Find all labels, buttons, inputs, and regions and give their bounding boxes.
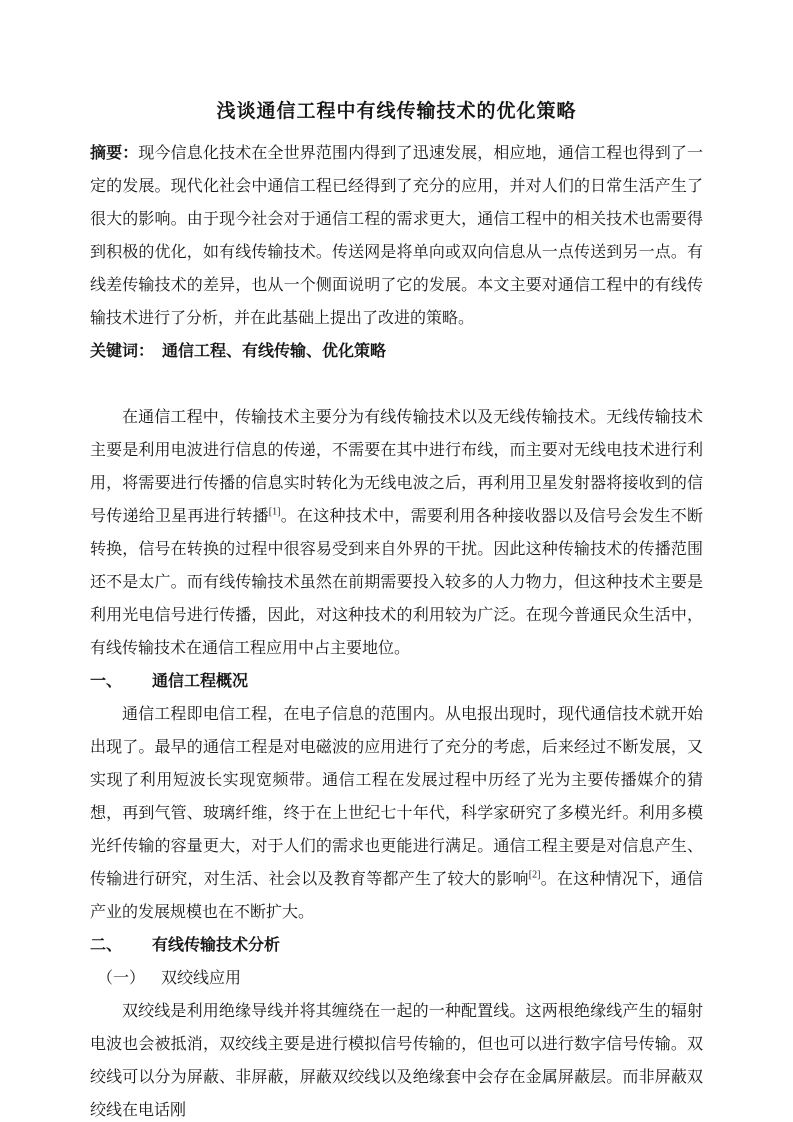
sub-1-paragraph: [90, 995, 703, 1122]
section-1-paragraph: [90, 698, 703, 929]
section-2-heading: [90, 929, 703, 962]
keywords-line: [90, 335, 703, 368]
abstract-paragraph: [90, 137, 703, 335]
keywords-label: 关键词：: [90, 343, 155, 360]
intro-text-part-2: 。在这种技术中，需要利用各种接收器以及信号会发生不断转换，信号在转换的过程中很容易受到来自外界的干扰。因此这种传输技术的传播范围还不是太广。而有线传输技术虽然在前期需要投入较多的人力物力，但这种技术主要是利用光电信号进行传播，因此，对这种技术的利用较为广泛。在现今普通民众生活中，有线传输技术在通信工程应用中占主要地位。: [90, 508, 703, 657]
section-1-title: 通信工程概况: [152, 673, 249, 690]
section-1-text-part-1: 通信工程即电信工程，在电子信息的范围内。从电报出现时，现代通信技术就开始出现了。最早的通信工程是对电磁波的应用进行了充分的考虑，后来经过不断发展，又实现了利用短波长实现宽频带。通信工程在发展过程中历经了光为主要传播媒介的猜想，再到气管、玻璃纤维，终于在上世纪七十年代，科学家研究了多模光纤。利用多模光纤传输的容量更大，对于人们的需求也更能进行满足。通信工程主要是对信息产生、传输进行研究，对生活、社会以及教育等都产生了较大的影响: [90, 706, 703, 888]
section-2-sub-1-title: 双绞线应用: [161, 970, 242, 987]
section-2-title: 有线传输技术分析: [152, 937, 281, 954]
section-1-heading: [90, 665, 703, 698]
citation-ref-1: [1]: [268, 506, 281, 518]
document-title: 浅谈通信工程中有线传输技术的优化策略: [216, 101, 577, 122]
intro-paragraph: [90, 401, 703, 665]
section-2-sub-1-number: （一）: [97, 970, 146, 987]
abstract-label: 摘要：: [90, 145, 139, 162]
keywords-text: 通信工程、有线传输、优化策略: [162, 343, 387, 360]
citation-ref-2: [2]: [528, 869, 541, 881]
abstract-text: 现今信息化技术在全世界范围内得到了迅速发展，相应地，通信工程也得到了一定的发展。现代化社会中通信工程已经得到了充分的应用，并对人们的日常生活产生了很大的影响。由于现今社会对于通信工程的需求更大，通信工程中的相关技术也需要得到积极的优化，如有线传输技术。传送网是将单向或双向信息从一点传送到另一点。有线差传输技术的差异，也从一个侧面说明了它的发展。本文主要对通信工程中的有线传输技术进行了分析，并在此基础上提出了改进的策略。: [90, 145, 703, 327]
section-2-number: 二、: [90, 937, 123, 954]
section-2-sub-1-heading: [90, 962, 703, 995]
section-1-text-part-2: 。在这种情况下，通信产业的发展规模也在不断扩大。: [90, 871, 703, 921]
sub-1-text: 双绞线是利用绝缘导线并将其缠绕在一起的一种配置线。这两根绝缘线产生的辐射电波也会被抵消，双绞线主要是进行模拟信号传输的，但也可以进行数字信号传输。双绞线可以分为屏蔽、非屏蔽，屏蔽双绞线以及绝缘套中会存在金属屏蔽层。而非屏蔽双绞线在电话刚: [90, 1003, 703, 1119]
intro-text-part-1: 在通信工程中，传输技术主要分为有线传输技术以及无线传输技术。无线传输技术主要是利用电波进行信息的传递，不需要在其中进行布线，而主要对无线电技术进行利用，将需要进行传播的信息实时转化为无线电波之后，再利用卫星发射器将接收到的信号传递给卫星再进行转播: [90, 409, 703, 525]
section-1-number: 一、: [90, 673, 123, 690]
